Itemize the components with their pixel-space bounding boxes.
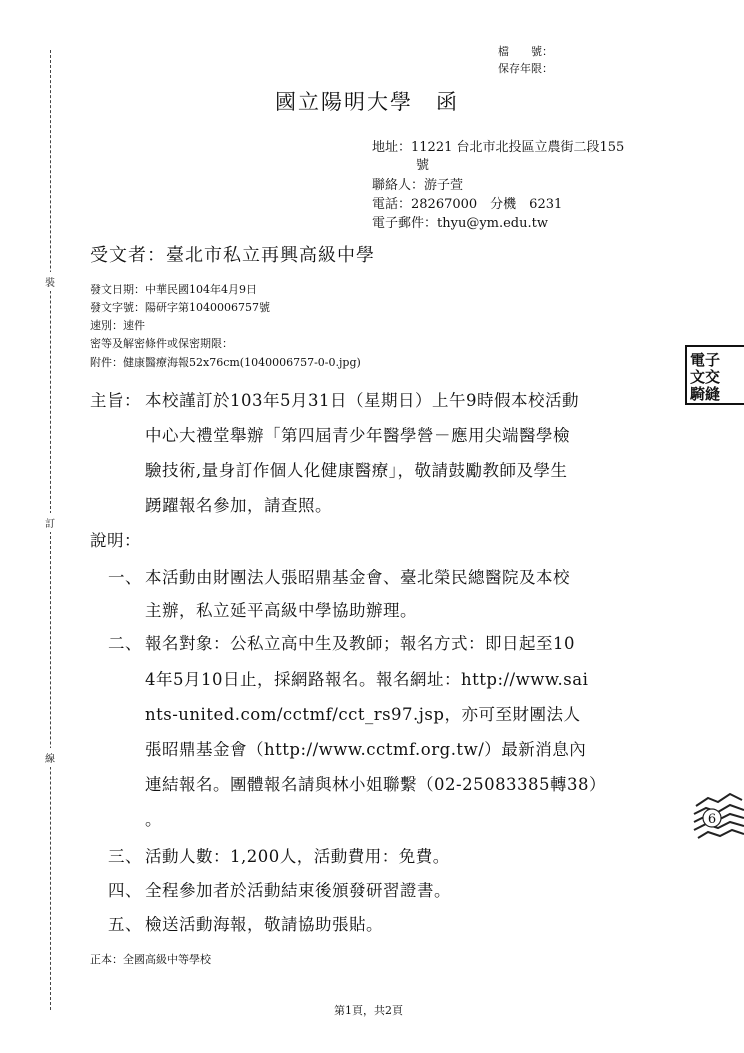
item-number: 三、 bbox=[108, 847, 142, 866]
item-number: 四、 bbox=[108, 881, 142, 900]
binding-mark-xian: 線 bbox=[45, 748, 55, 767]
binding-mark-zhuang: 裝 bbox=[45, 272, 55, 291]
secrecy-level: 密等及解密條件或保密期限： bbox=[90, 337, 233, 350]
item-number: 五、 bbox=[108, 915, 142, 934]
address-line-2: 號 bbox=[416, 158, 430, 173]
page-footer: 第1頁，共2頁 bbox=[334, 1004, 403, 1017]
binding-mark-ding: 訂 bbox=[45, 513, 55, 532]
issue-date: 發文日期：中華民國104年4月9日 bbox=[90, 283, 257, 296]
item-line: 報名對象：公私立高中生及教師；報名方式：即日起至10 bbox=[145, 634, 575, 653]
stamp-line: 文交 bbox=[690, 368, 721, 386]
attachment: 附件：健康醫療海報52x76cm(1040006757-0-0.jpg) bbox=[90, 356, 361, 369]
item-number: 二、 bbox=[108, 634, 142, 653]
speed-class: 速別：速件 bbox=[90, 319, 145, 332]
subject-line: 驗技術,量身訂作個人化健康醫療」，敬請鼓勵教師及學生 bbox=[145, 461, 568, 480]
contact-email: 電子郵件：thyu@ym.edu.tw bbox=[372, 216, 548, 231]
seam-page-mark-icon bbox=[690, 788, 744, 848]
item-line: 檢送活動海報，敬請協助張貼。 bbox=[145, 915, 383, 934]
document-title: 國立陽明大學 函 bbox=[275, 90, 459, 114]
explanation-label: 說明： bbox=[90, 531, 141, 550]
seam-page-number: 6 bbox=[707, 812, 717, 827]
recipient: 受文者：臺北市私立再興高級中學 bbox=[90, 245, 375, 266]
item-line: 活動人數：1,200人，活動費用：免費。 bbox=[145, 847, 450, 866]
address-line-1: 地址：11221 台北市北投區立農街二段155 bbox=[372, 140, 625, 155]
subject-line: 中心大禮堂舉辦「第四屆青少年醫學營－應用尖端醫學檢 bbox=[145, 426, 570, 445]
electronic-seal-stamp bbox=[685, 345, 744, 405]
item-line: 主辦，私立延平高級中學協助辦理。 bbox=[145, 601, 417, 620]
contact-person: 聯絡人：游子萱 bbox=[372, 178, 464, 193]
item-line: 4年5月10日止，採網路報名。報名網址：http://www.sai bbox=[145, 670, 589, 689]
item-line: nts-united.com/cctmf/cct_rs97.jsp，亦可至財團法人 bbox=[145, 705, 581, 724]
stamp-line: 騎縫 bbox=[690, 385, 721, 403]
subject-label: 主旨： bbox=[90, 391, 141, 410]
retention-period-label: 保存年限： bbox=[498, 62, 553, 75]
subject-line: 踴躍報名參加，請查照。 bbox=[145, 496, 332, 515]
copy-recipient: 正本：全國高級中等學校 bbox=[90, 953, 211, 966]
item-line: 全程參加者於活動結束後頒發研習證書。 bbox=[145, 881, 451, 900]
subject-line: 本校謹訂於103年5月31日（星期日）上午9時假本校活動 bbox=[145, 391, 579, 410]
item-number: 一、 bbox=[108, 568, 142, 587]
file-number-label: 檔 號： bbox=[498, 45, 553, 58]
stamp-line: 電子 bbox=[690, 351, 721, 369]
issue-number: 發文字號：陽研字第1040006757號 bbox=[90, 301, 270, 314]
item-line: 連結報名。團體報名請與林小姐聯繫（02-25083385轉38） bbox=[145, 775, 607, 794]
item-line: 本活動由財團法人張昭鼎基金會、臺北榮民總醫院及本校 bbox=[145, 568, 570, 587]
item-line: 張昭鼎基金會（http://www.cctmf.org.tw/）最新消息內 bbox=[145, 740, 587, 759]
contact-phone: 電話：28267000 分機 6231 bbox=[372, 197, 563, 212]
item-line: 。 bbox=[145, 810, 162, 829]
